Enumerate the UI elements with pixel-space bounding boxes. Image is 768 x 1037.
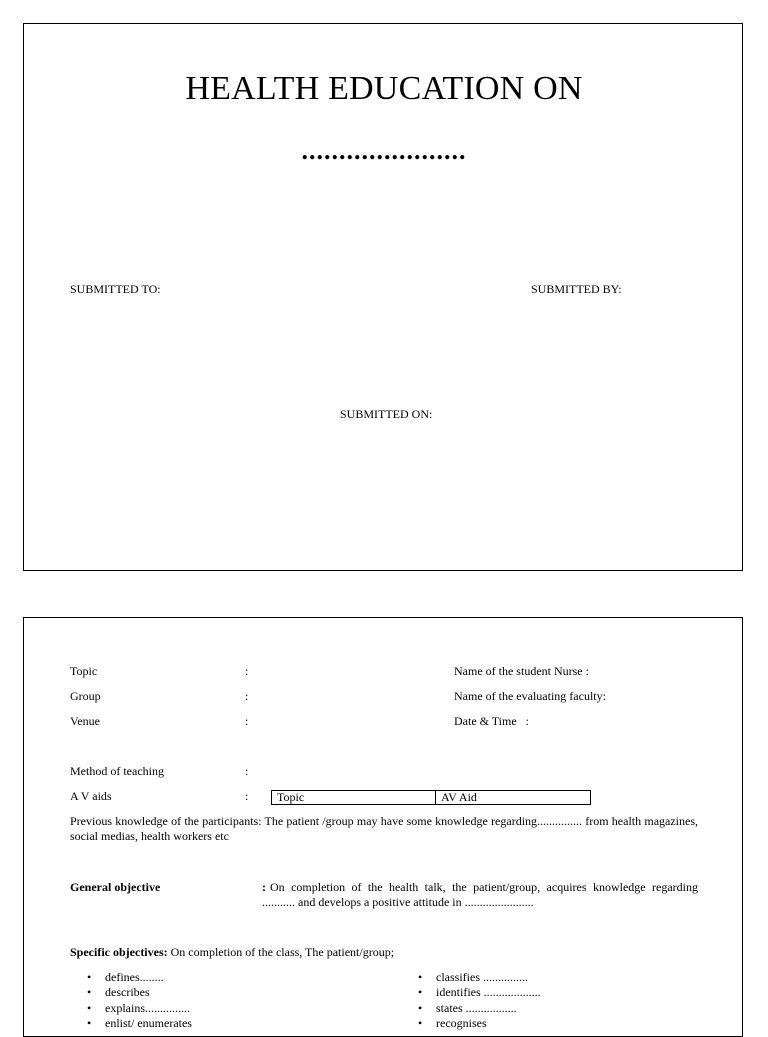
specific-objectives-label: Specific objectives: (70, 945, 168, 959)
list-item: • describes (70, 985, 192, 1000)
date-time-label: Date & Time : (454, 714, 530, 728)
venue-colon: : (245, 714, 249, 728)
general-objective-text: On completion of the health talk, the patient/group, acquires knowledge regarding ........... and develops a positive attitude in ....................... (262, 880, 698, 909)
av-table-topic-header: Topic (272, 791, 436, 804)
method-colon: : (245, 764, 249, 778)
topic-placeholder-dots: ...................... (301, 136, 467, 165)
previous-knowledge-paragraph: Previous knowledge of the participants: The patient /group may have some knowledge regarding............... from health magazines, social medias, health workers etc (70, 814, 698, 843)
group-colon: : (245, 689, 249, 703)
list-item: • enlist/ enumerates (70, 1016, 192, 1031)
list-item: • classifies ............... (401, 970, 541, 985)
list-item: • states ................. (401, 1001, 541, 1016)
submitted-to-label: SUBMITTED TO: (70, 282, 161, 296)
student-nurse-label: Name of the student Nurse : (454, 664, 589, 678)
specific-objectives-right-list (401, 970, 541, 1031)
av-aids-label: A V aids (70, 789, 112, 803)
av-aids-table (271, 790, 591, 805)
list-item: • defines........ (70, 970, 192, 985)
submitted-by-label: SUBMITTED BY: (531, 282, 622, 296)
av-aids-colon: : (245, 789, 249, 803)
cover-page (23, 23, 743, 571)
list-item: • explains............... (70, 1001, 192, 1016)
method-of-teaching-label: Method of teaching (70, 764, 164, 778)
specific-objectives-text: On completion of the class, The patient/group; (167, 945, 395, 959)
evaluating-faculty-label: Name of the evaluating faculty: (454, 689, 606, 703)
general-objective-label: General objective (70, 880, 161, 894)
lesson-plan-page (23, 617, 743, 1037)
group-label: Group (70, 689, 101, 703)
page-title: HEALTH EDUCATION ON (185, 70, 583, 107)
venue-label: Venue (70, 714, 100, 728)
list-item: • recognises (401, 1016, 541, 1031)
specific-objectives-left-list (70, 970, 192, 1031)
specific-objectives-line (70, 945, 394, 960)
list-item: • identifies ................... (401, 985, 541, 1000)
topic-label: Topic (70, 664, 98, 678)
topic-colon: : (245, 664, 249, 678)
submitted-on-label: SUBMITTED ON: (340, 407, 433, 421)
av-table-aid-header: AV Aid (441, 790, 477, 804)
general-objective-colon: : (262, 880, 266, 894)
